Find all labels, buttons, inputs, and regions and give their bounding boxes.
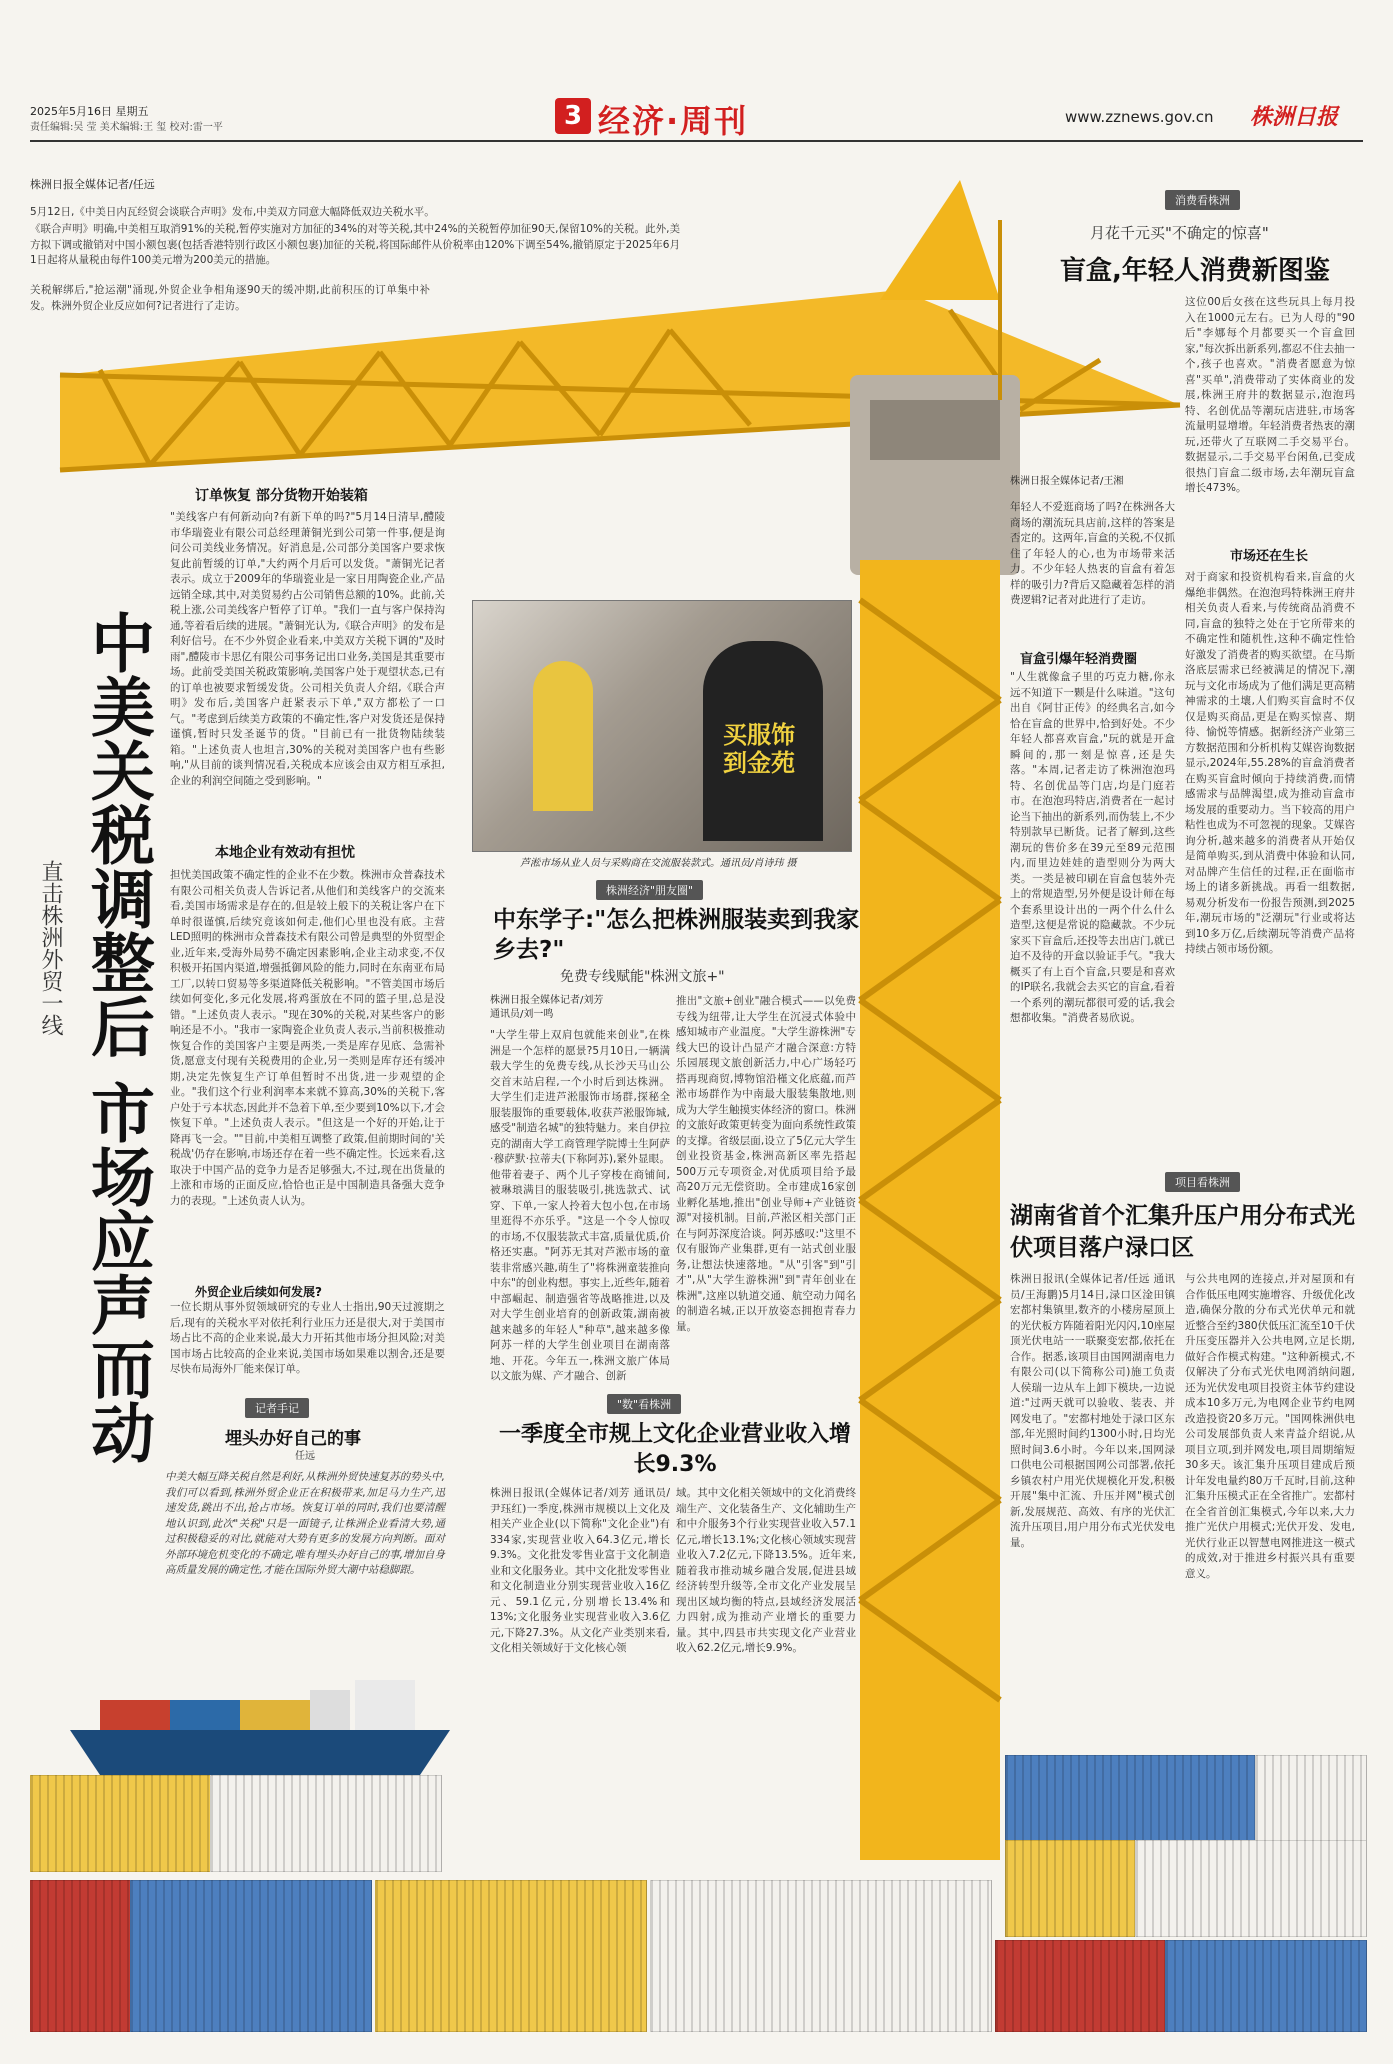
- photo-vest-text: 买服饰 到金苑: [723, 720, 795, 777]
- container-red-2: [995, 1940, 1167, 2032]
- pv-col2: 与公共电网的连接点,并对屋顶和有合作低压电网实施增容、升级优化改造,确保分散的分布式光伏单元和就近整合至约380伏低压汇流至10千伏升压变压器并入公共电网,立足长期,做好合作模式构建。"这种新模式,不仅解决了分布式光伏电网消纳问题,还为光伏发电项目投资主体节约建设成本10多万元,为电网企业节约电网改造投资20多万元。"国网株洲供电公司发展部负责人来青益介绍说,从项目立项,到并网发电,项目周期缩短30多天。该汇集升压项目建成后预计年发电量约80万千瓦时,目前,这种汇集升压模式正在全省推广。宏都村在全省首创汇集模式,今年以来,大力推广光伏户用模式;光伏开发、发电,光伏行业正以智慧电网推进这一模式的成效,对于推进乡村振兴具有重要意义。: [1185, 1273, 1355, 1580]
- container-blue-2: [130, 1880, 372, 2032]
- paper-logo: 株洲日报: [1250, 104, 1339, 130]
- lead-sub2-body: 担忧美国政策不确定性的企业不在少数。株洲市众普森技术有限公司相关负责人告诉记者,从他们和美线客户的交流来看,美国市场需求是存在的,但是较上般下的关税让客户在下单时很谨慎,后续究竟该如何走,他们心里也没有底。主营LED照明的株洲市众普森技术有限公司曾是典型的外贸型企业,近年来,受海外局势不确定因素影响,企业主动求变,不仅积极开拓国内渠道,增强抵御风险的能力,同时在东南亚布局工厂,以转口贸易等多渠道降低关税影响。"不管美国市场后续如何变化,多元化发展,将鸡蛋放在不同的篮子里,总是没错。"上述负责人表示。"现在30%的关税,对某些客户的影响还是不小。"我市一家陶瓷企业负责人表示,当前积极推动恢复合作的美国客户主要是两类,一类是库存见底、急需补货,愿意支付现有关税费用的企业,另一类则是库存还有缓冲期,决定先恢复生产订单但暂时不出货,进一步观望的企业。"我们这个行业利润率本来就不算高,30%的关税下,客户处于亏本状态,因此并不急着下单,至少要到10%以下,才会恢复下单。"上述负责人表示。"但这是一个好的开始,让于降再飞一会。""目前,中美相互调整了政策,但前期时间的'关税战'仍存在影响,市场还存在着一些不确定性。长远来看,这取决于中国产品的竞争力是否足够强大,不过,现在出货量的上涨和市场的正面反应,恰恰也正是中国制造具备强大竞争力的表现。"上述负责人认为。: [170, 869, 445, 1207]
- ship-hull: [70, 1730, 450, 1775]
- container-white-4: [650, 1880, 992, 2032]
- lead-sub3-body: 一位长期从事外贸领域研究的专业人士指出,90天过渡期之后,现有的关税水平对依托利行业压力还是很大,对于美国市场占比不高的企业来说,最大力开拓其他市场分担风险;对美国市场占比较高的企业来说,美国市场如果难以割舍,还是要尽快布局海外厂能来保订单。: [170, 1301, 445, 1375]
- clothing-col1: "大学生带上双肩包就能来创业",在株洲是一个怎样的愿景?5月10日,一辆满载大学生的免费专线,从长沙天马山公交首末站启程,一个小时后到达株洲。大学生们走进芦淞服饰市场群,探秘全服装服饰的重要载体,收获芦淞服饰城,感受"制造名城"的独特魅力。来自伊拉克的湖南大学工商管理学院博士生阿萨·穆萨默·拉蒂夫(下称阿苏),紧外显眼。他带着妻子、两个儿子穿梭在商铺间,被琳琅满目的服装吸引,挑选款式、试穿、下单,一家人拎着大包小包,在市场里逛得不亦乐乎。"这是一个令人惊叹的市场,不仅服装款式丰富,质量优质,价格还实惠。"阿苏无其对芦淞市场的童装非常感兴趣,萌生了"将株洲童装推向中东"的创业构想。事实上,近些年,随着中部崛起、制造强省等战略推进,以及对大学生创业培育的创新政策,湖南被越来越多的年轻人"种草",越来越多像阿苏一样的大学生创业项目在湖南落地、开花。今年五一,株洲文旅广体局以文旅为媒、产才融合、创新: [490, 1029, 670, 1382]
- lead-intro-3: 关税解绑后,"抢运潮"涌现,外贸企业争相角逐90天的缓冲期,此前积压的订单集中补发。株洲外贸企业反应如何?记者进行了走访。: [30, 284, 430, 312]
- header-editors: 责任编辑:吴 莹 美术编辑:王 玺 校对:雷一平: [30, 122, 223, 133]
- clothing-byline: 株洲日报全媒体记者/刘芳 通讯员/刘一鸣: [490, 995, 604, 1020]
- column-author: 任远: [295, 1451, 315, 1462]
- pv-col1: 株洲日报讯(全媒体记者/任远 通讯员/王海鹏)5月14日,渌口区淦田镇宏都村集镇里,数齐的小楼房屋顶上的光伏板方阵随着阳光闪闪,10座屋顶光伏电站一一联聚变宏都,依托在合作。据悉,该项目由国网湖南电力有限公司(以下简称公司)施工负责人侯瑞一边从车上卸下模块,一边说道:"过两天就可以验收、装表、并网发电了。"宏都村地处于渌口区东部,年光照时间约1300小时,日均光照时间3.6小时。今年以来,国网渌口供电公司根据国网公司部署,依托乡镇农村户用光伏规模化开发,积极开展"集中汇流、升压并网"模式创新,发展规范、高效、有序的光伏汇流升压项目,用户用分布式光伏发电量。: [1010, 1273, 1175, 1549]
- clothing-tag: 株洲经济"朋友圈": [596, 880, 703, 900]
- website-link[interactable]: www.zznews.gov.cn: [1065, 108, 1214, 126]
- pv-title: 湖南省首个汇集升压户用分布式光伏项目落户渌口区: [1010, 1203, 1355, 1261]
- blindbox-byline: 株洲日报全媒体记者/王湘: [1010, 476, 1124, 487]
- container-white-2: [1255, 1755, 1367, 1842]
- container-yellow-1: [30, 1775, 212, 1872]
- container-yellow-2: [1005, 1840, 1137, 1937]
- main-headline: 中美关税调整后 市场应声而动: [80, 610, 155, 1465]
- clothing-title: 中东学子:"怎么把株洲服装卖到我家乡去?": [493, 907, 860, 963]
- column-title: 埋头办好自己的事: [225, 1429, 361, 1449]
- lead-sub3: 外贸企业后续如何发展?: [195, 1285, 322, 1299]
- container-white-3: [1135, 1840, 1367, 1937]
- vertical-subtitle: 直击株洲外贸一线: [38, 860, 63, 1036]
- lead-sub1-body: "美线客户有何新动向?有新下单的吗?"5月14日清早,醴陵市华瑞瓷业有限公司总经理萧铜光到公司第一件事,便是询问公司美线业务情况。好消息是,公司部分美国客户要求恢复此前暂缓的订单,"大约两个月后可以发货。"萧铜光记者表示。成立于2009年的华瑞瓷业是一家日用陶瓷企业,产品远销全球,其中,对美贸易约占公司销售总额的10%。此前,关税上涨,公司美线客户暂停了订单。"我们一直与客户保持沟通,等着看后续的进展。"萧铜光认为,《联合声明》的发布是利好信号。在不少外贸企业看来,中美双方关税下调的"及时雨",醴陵市卡思亿有限公司事务记出口业务,美国是其重要市场。此前受美国关税政策影响,美国客户处于观望状态,已有的订单也被要求暂缓发货。公司相关负责人介绍,《联合声明》发布后,美国客户赶紧表示下单,"双方都松了一口气。"考虑到后续美方政策的不确定性,客户对发货还是保持谨慎,暂时只发圣诞节的货。"目前已有一批货物陆续装箱。"上述负责人也坦言,30%的关税对美国客户也有些影响,"从目前的谈判情况看,关税成本应该会由双方相互承担,企业的利润空间随之受到影响。": [170, 511, 445, 787]
- container-white-1: [210, 1775, 442, 1872]
- header-date: 2025年5月16日 星期五: [30, 105, 149, 118]
- blindbox-sub1: 盲盒引爆年轻消费圈: [1020, 652, 1138, 667]
- lead-intro-2: 《联合声明》明确,中美相互取消91%的关税,暂停实施对方加征的34%的对等关税,其中24%的关税暂停加征90天,保留10%的关税。此外,美方拟下调或撤销对中国小额包裹(包括香港特别行政区小额包裹)加征的关税,将国际邮件从价税率由120%下调至54%,撤销原定于2025年6月1日起将从量税由每件100美元增为200美元的措施。: [30, 223, 680, 266]
- clothing-col2: 推出"文旅+创业"融合模式——以免费专线为纽带,让大学生在沉浸式体验中感知城市产业温度。"大学生游株洲"专线大巴的设计凸显产才融合深意:方特乐园展现文旅创新活力,中心广场轻巧搭再现商贸,博物馆沿槿文化底蕴,而芦淞市场群作为中南最大服装集散地,则成为大学生触摸实体经济的窗口。株洲的文旅好政策更转变为面向系统性政策的支撑。省级层面,设立了5亿元大学生创业投资基金,株洲高新区率先搭起500万元专项资金,对优质项目给予最高20万元无偿资助。全市建成16家创业孵化基地,推出"创业导师+产业链资源"对接机制。目前,芦淞区相关部门正在与阿苏深度洽谈。阿苏感叹:"这里不仅有服饰产业集群,更有一站式创业服务,让想法快速落地。"从"引客"到"引才",从"大学生游株洲"到"青年创业在株洲",这座以轨道交通、航空动力闻名的制造名城,正以开放姿态拥抱青春力量。: [676, 995, 856, 1333]
- pv-tag: 项目看株洲: [1165, 1172, 1240, 1192]
- container-yellow-3: [375, 1880, 647, 2032]
- blindbox-sub1-body: "人生就像盒子里的巧克力糖,你永远不知道下一颗是什么味道。"这句出自《阿甘正传》的经典名言,如今恰在盲盒的世界中,恰到好处。不少年轻人都喜欢盲盒,"玩的就是开盒瞬间的,那一刻是惊喜,还是失落。"本周,记者走访了株洲泡泡玛特、名创优品等门店,均是门庭若市。在泡泡玛特店,消费者在一起讨论当下抽出的新系列,而伪装上,不少特别款早已断货。记者了解到,这些潮玩的售价多在39元至89元范围内,而里边娃娃的造型则分为两大类。一类是被印刷在盲盒包装外壳上的常规造型,另外便是设计师在每个套系里设计出的一两个什么什么造型,这便是常说的隐藏款。不少玩家买下盲盒后,还投等去出店门,就已迫不及待的开盒以验证手气。"我大概买了有上百个盲盒,只要是和喜欢的IP联名,我就会去买它的盲盒,看着一个系列的潮玩都很可爱的话,我会想都收集。"消费者易欣说。: [1010, 671, 1175, 1024]
- container-blue-1: [1005, 1755, 1257, 1842]
- container-red-1: [30, 1880, 132, 2032]
- blindbox-sub2-body: 对于商家和投资机构看来,盲盒的火爆绝非偶然。在泡泡玛特株洲王府井相关负责人看来,与传统商品消费不同,盲盒的独特之处在于它所带来的不确定性和随机性,这种不确定性恰好激发了消费者的购买欲望。在马斯洛底层需求已经被满足的情况下,潮玩与文化市场成为了他们满足更高精神需求的土壤,人们购买盲盒时不仅仅是购买商品,更是在购买惊喜、期待、愉悦等情感。据新经济产业第三方数据范围和分析机构艾媒咨询数据显示,2024年,55.28%的盲盒消费者在购买盲盒时倾向于持续消费,而情感需求与品牌渴望,成为推动盲盒市场发展的重要动力。当下较高的用户粘性也成为不可忽视的现象。艾媒咨询分析,越来越多的消费者从开始仅是简单购买,到从消费中体验和认同,对品牌产生信任的过程,正在面临市场上的诸多新挑战。再看一组数据,易观分析发布一份报告预测,到2025年,潮玩市场的"泛潮玩"行业或将达到10多万亿,后续潮玩等消费产品将持续占领市场份额。: [1185, 571, 1355, 955]
- blindbox-title: 盲盒,年轻人消费新图鉴: [1060, 256, 1330, 286]
- culture-col1: 株洲日报讯(全媒体记者/刘芳 通讯员/尹珏红)一季度,株洲市规模以上文化及相关产业企业(以下简称"文化企业")有334家,实现营业收入64.3亿元,增长9.3%。文化批发零售业富于文化制造业和文化服务业。其中文化批发零售业和文化制造业分别实现营业收入16亿元、59.1亿元,分别增长13.4%和13%;文化服务业实现营业收入3.6亿元,下降27.3%。从文化产业类别来看,文化相关领域好于文化核心领: [490, 1487, 670, 1654]
- section-title: 经济·周刊: [598, 102, 749, 140]
- column-body: 中美大幅互降关税自然是利好,从株洲外贸快速复苏的势头中,我们可以看到,株洲外贸企业正在积极带来,加足马力生产,迅速发货,跳出不出,抢占市场。恢复订单的同时,我们也要清醒地认识到,此次"关税"只是一面镜子,让株洲企业看清大势,通过积极稳妥的对比,就能对大势有更多的发展方向判断。面对外部环境危机变化的不确定,唯有埋头办好自己的事,增加自身高质量发展的确定性,才能在国际外贸大潮中站稳脚跟。: [165, 1471, 445, 1576]
- lead-intro-1: 5月12日,《中美日内瓦经贸会谈联合声明》发布,中美双方同意大幅降低双边关税水平。: [30, 206, 435, 218]
- blindbox-sub2: 市场还在生长: [1230, 549, 1309, 564]
- blindbox-leftcol: 年轻人不爱逛商场了吗?在株洲各大商场的潮流玩具店前,这样的答案是否定的。这两年,盲盒的关税,不仅抓住了年轻人的心,也为市场带来活力。不少年轻人热衷的盲盒有着怎样的吸引力?背后又隐藏着怎样的消费逻辑?记者对此进行了走访。: [1010, 501, 1175, 606]
- photo-caption: 芦淞市场从业人员与采购商在交流服装款式。通讯员/肖诗玮 摄: [520, 858, 797, 869]
- column-tag: 记者手记: [245, 1398, 309, 1418]
- container-blue-3: [1165, 1940, 1367, 2032]
- blindbox-kicker: 月花千元买"不确定的惊喜": [1090, 224, 1269, 242]
- blindbox-tag: 消费看株洲: [1165, 190, 1240, 210]
- culture-title: 一季度全市规上文化企业营业收入增长9.3%: [498, 1422, 851, 1477]
- culture-col2: 域。其中文化相关领域中的文化消费终端生产、文化装备生产、文化辅助生产和中介服务3个行业实现营业收入57.1亿元,增长13.1%;文化核心领域实现营业收入7.2亿元,下降13.5%。近年来,随着我市推动城乡融合发展,促进县域经济转型升级等,全市文化产业发展呈现出区域均衡的特点,县域经济发展活力四射,成为推动产业增长的重要力量。其中,四县市共实现文化产业营业收入62.2亿元,增长9.9%。: [676, 1487, 856, 1654]
- lead-sub2: 本地企业有效动有担忧: [215, 845, 355, 861]
- clothing-subtitle: 免费专线赋能"株洲文旅+": [560, 969, 725, 985]
- page-number: 3: [555, 98, 591, 134]
- lead-byline: 株洲日报全媒体记者/任远: [30, 178, 155, 191]
- culture-tag: "数"看株洲: [607, 1394, 681, 1414]
- blindbox-topright: 这位00后女孩在这些玩具上每月投入在1000元左右。已为人母的"90后"李娜每个月都要买一个盲盒回家,"每次拆出新系列,都忍不住去抽一个,孩子也喜欢。"消费者愿意为惊喜"买单",消费带动了实体商业的发展,株洲王府井的数据显示,泡泡玛特、名创优品等潮玩店进驻,市场客流量明显增增。年轻消费者热衷的潮玩,还带火了互联网二手交易平台。数据显示,二手交易平台闲鱼,已变成很热门盲盒二级市场,去年潮玩盲盒增长473%。: [1185, 296, 1355, 494]
- lead-sub1: 订单恢复 部分货物开始装箱: [195, 488, 368, 504]
